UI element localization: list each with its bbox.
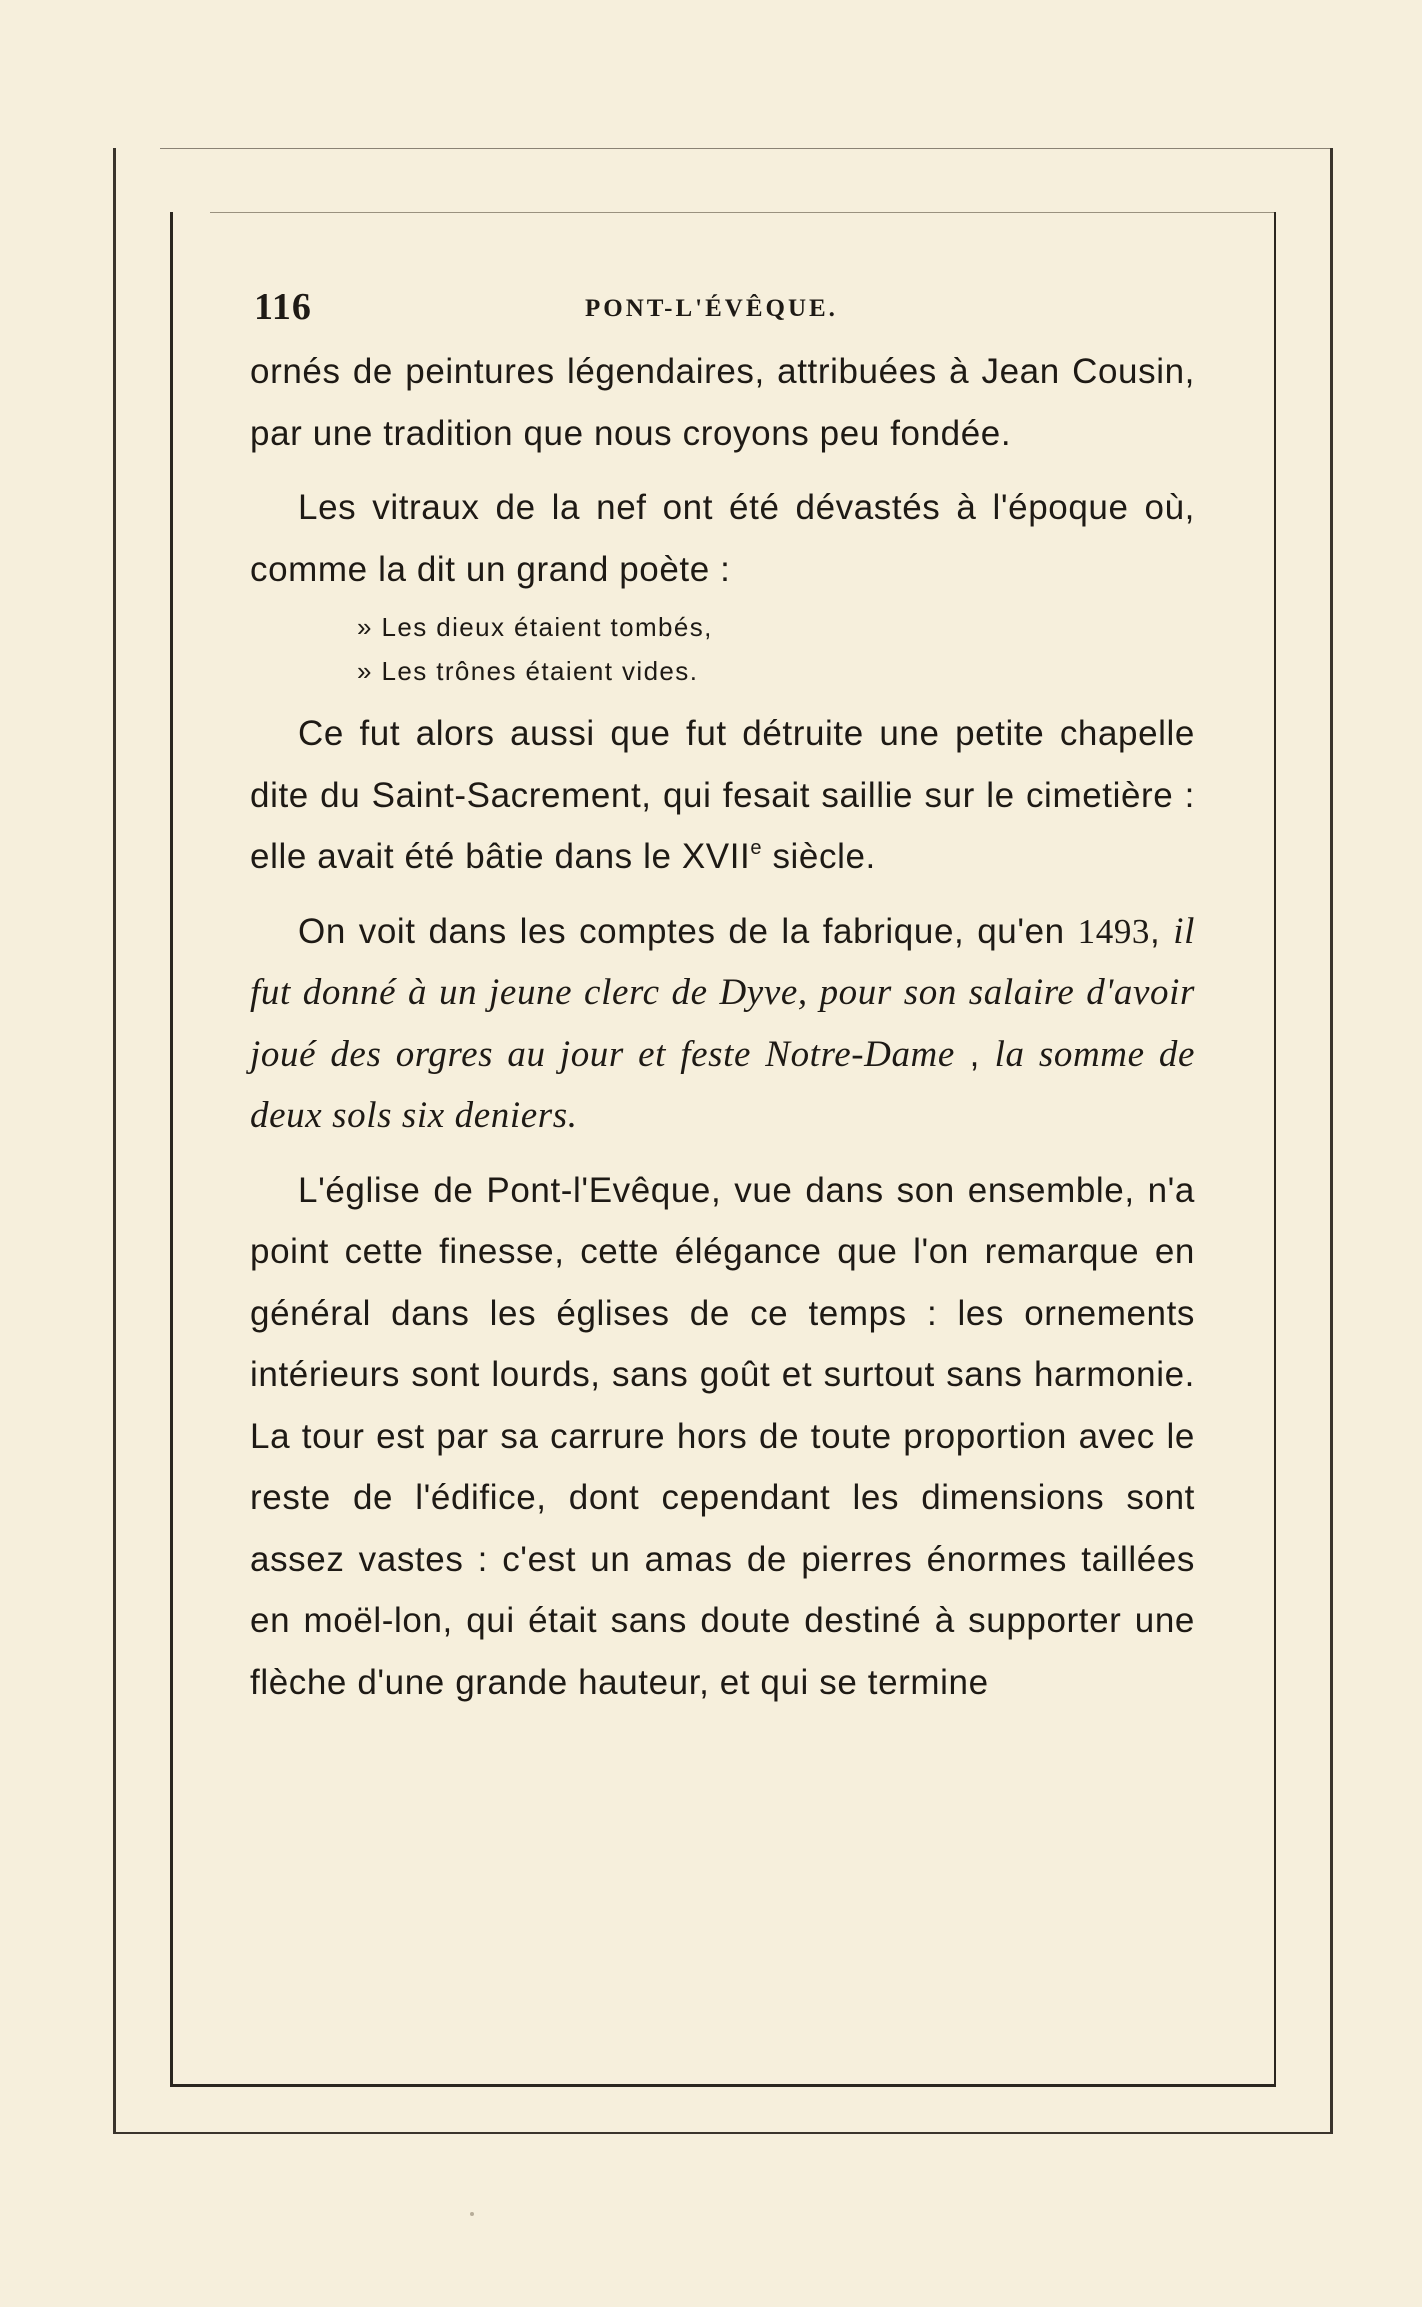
year-1493: 1493	[1077, 911, 1151, 951]
page-header	[250, 285, 1195, 335]
paragraph-3-end: siècle.	[762, 837, 876, 876]
page-number: 116	[254, 286, 312, 328]
paragraph-4	[250, 901, 1195, 1147]
body-text	[250, 341, 1195, 1713]
paragraph-3	[250, 703, 1195, 888]
verse-quote	[250, 605, 1195, 693]
paragraph-5: L'église de Pont-l'Evêque, vue dans son ensemble, n'a point cette finesse, cette élégance que l'on remarque en général dans les églises de ce temps : les ornements intérieurs sont lourds, sans goût et surtout sans harmonie. La tour est par sa carrure hors de toute proportion avec le reste de l'édifice, dont cependant les dimensions sont assez vastes : c'est un amas de pierres énormes taillées en moël-lon, qui était sans doute destiné à supporter une flèche d'une grande hauteur, et qui se termine	[250, 1170, 1195, 1702]
paragraph-2: Les vitraux de la nef ont été dévastés à l'époque où, comme la dit un grand poète :	[250, 488, 1195, 589]
running-head: PONT-L'ÉVÊQUE.	[585, 295, 838, 322]
paragraph-4-start: On voit dans les comptes de la fabrique, qu'en	[298, 911, 1078, 951]
frame-bottom-rule	[113, 2132, 1333, 2134]
paragraph-3-text: Ce fut alors aussi que fut détruite une petite chapelle dite du Saint-Sacrement, qui fesait saillie sur le cimetière : elle avait été bâtie dans le XVII	[250, 714, 1195, 876]
paragraph-4-quote: il fut donné à un jeune clerc de Dyve, pour son salaire d'avoir joué des orgres au jour et feste Notre-Dame	[250, 910, 1195, 1075]
paragraph-4-comma: ,	[1150, 911, 1174, 951]
paper-speck	[470, 2212, 474, 2216]
paragraph-4-quote-end: la somme de deux sols six deniers.	[250, 1033, 1195, 1136]
book-page	[250, 285, 1195, 1713]
verse-line-1: » Les dieux étaient tombés,	[357, 612, 713, 642]
paragraph-1: ornés de peintures légendaires, attribuées à Jean Cousin, par une tradition que nous croyons peu fondée.	[250, 352, 1195, 453]
verse-line-2: » Les trônes étaient vides.	[357, 656, 699, 686]
century-superscript: e	[750, 837, 763, 859]
paragraph-4-mid: ,	[954, 1034, 995, 1074]
